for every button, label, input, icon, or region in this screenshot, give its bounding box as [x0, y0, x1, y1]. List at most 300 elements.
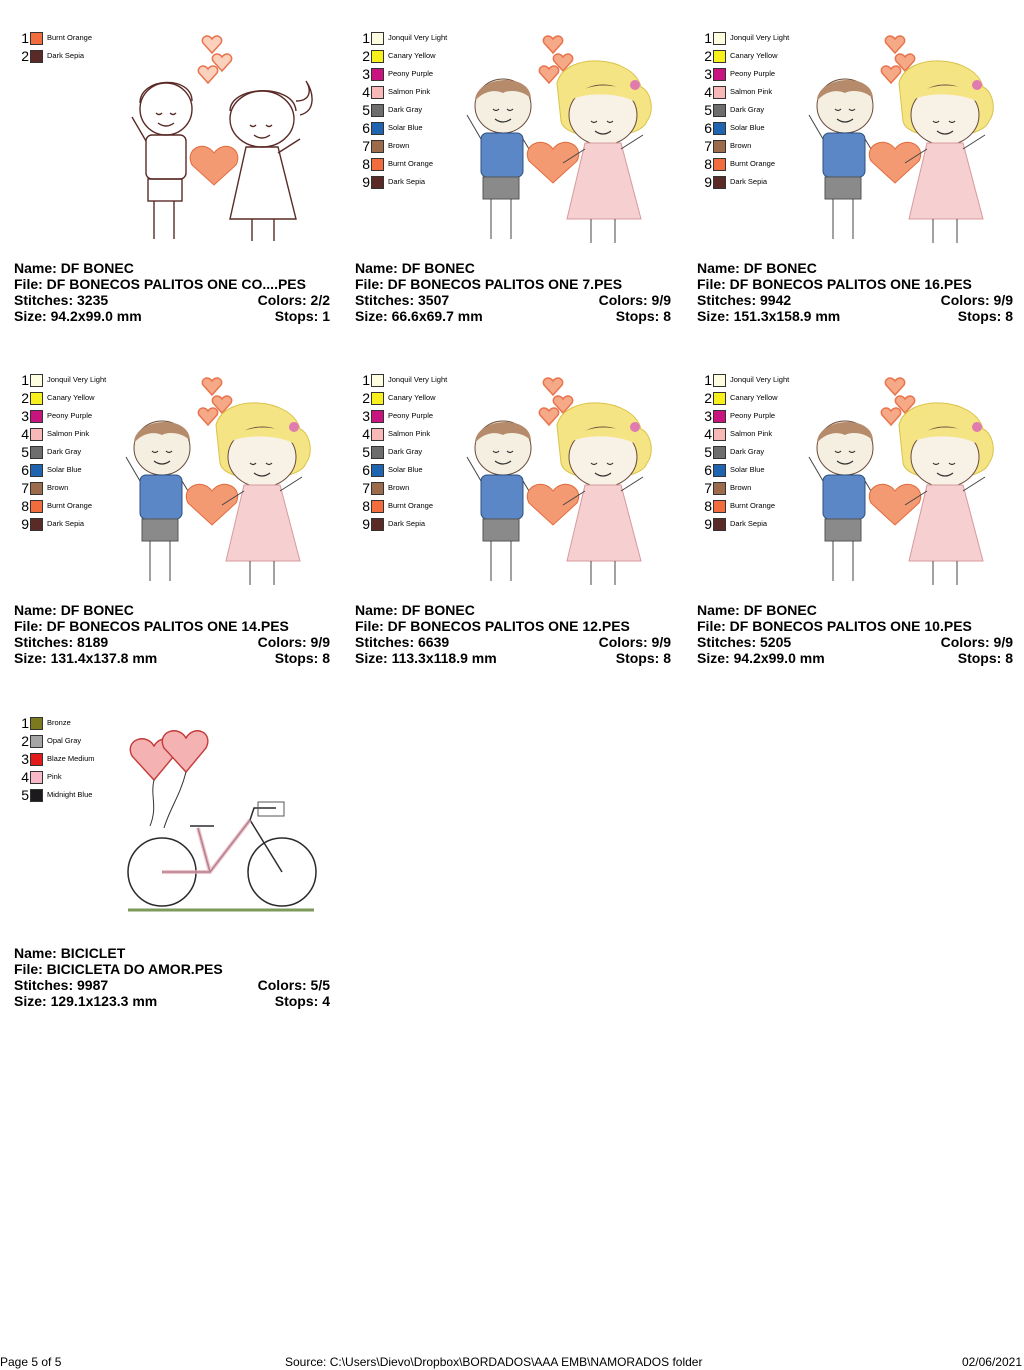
thread-name: Canary Yellow [730, 51, 778, 60]
color-count-label: Colors: [257, 634, 307, 650]
thread-name: Solar Blue [388, 465, 423, 474]
palette-row [360, 479, 447, 497]
design-card [14, 371, 330, 691]
palette-number: 7 [704, 138, 712, 154]
palette-number: 2 [362, 48, 370, 64]
thread-name: Solar Blue [730, 123, 765, 132]
thread-name: Peony Purple [730, 69, 776, 78]
palette-row [702, 83, 789, 101]
stitch-count [355, 634, 449, 650]
palette-row [19, 425, 106, 443]
color-swatch [713, 50, 726, 63]
design-size [14, 993, 157, 1009]
color-count [258, 634, 330, 650]
design-info [355, 602, 671, 666]
palette-row [360, 461, 447, 479]
color-swatch [30, 428, 43, 441]
color-swatch [713, 32, 726, 45]
color-swatch [371, 464, 384, 477]
stitch-count [14, 977, 108, 993]
source-path: Source: C:\Users\Dievo\Dropbox\BORDADOS\AAA EMB\NAMORADOS folder [285, 1355, 703, 1369]
color-swatch [30, 518, 43, 531]
info-row [14, 618, 330, 634]
design-size-value: 94.2x99.0 mm [50, 308, 142, 324]
palette-number: 2 [362, 390, 370, 406]
file-name-label: File: [697, 618, 726, 634]
file-name [697, 276, 972, 292]
stitch-count-label: Stitches: [355, 292, 415, 308]
palette-row [19, 29, 92, 47]
palette-number: 5 [704, 102, 712, 118]
palette-number: 8 [362, 498, 370, 514]
file-name-label: File: [697, 276, 726, 292]
color-swatch [371, 86, 384, 99]
thread-name: Dark Sepia [47, 51, 85, 60]
thread-name: Dark Sepia [730, 177, 768, 186]
design-card [14, 714, 330, 1034]
file-name-value: DF BONECOS PALITOS ONE 16.PES [729, 276, 972, 292]
design-name [355, 260, 475, 276]
design-thumbnail [455, 373, 670, 591]
stitch-count [697, 634, 791, 650]
color-swatch [30, 410, 43, 423]
thread-name: Jonquil Very Light [730, 33, 790, 42]
thread-name: Brown [388, 483, 410, 492]
palette-row [360, 389, 447, 407]
palette-row [19, 714, 95, 732]
stitch-count-value: 9942 [760, 292, 792, 308]
palette-number: 1 [362, 372, 370, 388]
info-row [14, 993, 330, 1009]
info-row [355, 618, 671, 634]
color-swatch [30, 789, 43, 802]
palette-number: 8 [704, 498, 712, 514]
info-row [355, 308, 671, 324]
color-count [941, 292, 1013, 308]
palette-number: 6 [704, 462, 712, 478]
thread-name: Solar Blue [388, 123, 423, 132]
info-row [355, 650, 671, 666]
palette-number: 9 [21, 516, 29, 532]
info-row [355, 602, 671, 618]
stitch-count [14, 634, 108, 650]
design-size-label: Size: [355, 308, 388, 324]
palette-row [360, 137, 447, 155]
design-size-value: 131.4x137.8 mm [50, 650, 158, 666]
design-card [355, 29, 671, 349]
color-swatch [713, 446, 726, 459]
design-size [355, 308, 483, 324]
design-thumbnail [797, 31, 1012, 249]
color-swatch [713, 500, 726, 513]
palette-row [702, 65, 789, 83]
stitch-count-label: Stitches: [355, 634, 415, 650]
palette-row [702, 425, 789, 443]
color-swatch [371, 158, 384, 171]
info-row [697, 292, 1013, 308]
design-size-value: 66.6x69.7 mm [391, 308, 483, 324]
palette-row [19, 47, 92, 65]
color-swatch [371, 392, 384, 405]
design-name-label: Name: [355, 260, 398, 276]
color-count-value: 5/5 [310, 977, 330, 993]
palette-number: 1 [21, 715, 29, 731]
palette-number: 5 [21, 444, 29, 460]
palette-row [360, 83, 447, 101]
thread-palette [702, 371, 789, 533]
heart-icon [186, 484, 237, 525]
design-size-value: 129.1x123.3 mm [50, 993, 158, 1009]
thread-name: Dark Sepia [730, 519, 768, 528]
info-row [14, 292, 330, 308]
stitch-count [14, 292, 108, 308]
stitch-count-value: 6639 [418, 634, 450, 650]
thread-palette [702, 29, 789, 191]
info-row [355, 634, 671, 650]
thread-name: Solar Blue [730, 465, 765, 474]
color-swatch [371, 50, 384, 63]
color-swatch [30, 717, 43, 730]
thread-name: Burnt Orange [730, 501, 776, 510]
file-name-label: File: [14, 276, 43, 292]
stop-count [616, 308, 671, 324]
palette-row [19, 786, 95, 804]
palette-number: 3 [21, 408, 29, 424]
palette-row [360, 29, 447, 47]
design-info [14, 260, 330, 324]
color-swatch [713, 68, 726, 81]
palette-number: 2 [704, 390, 712, 406]
thread-name: Burnt Orange [388, 501, 434, 510]
info-row [14, 602, 330, 618]
color-swatch [713, 464, 726, 477]
thread-name: Burnt Orange [730, 159, 776, 168]
file-name-value: DF BONECOS PALITOS ONE 12.PES [387, 618, 630, 634]
design-thumbnail [797, 373, 1012, 591]
thread-name: Dark Gray [47, 447, 82, 456]
thread-name: Dark Sepia [388, 519, 426, 528]
thread-name: Brown [388, 141, 410, 150]
thread-name: Jonquil Very Light [388, 375, 448, 384]
palette-number: 5 [21, 787, 29, 803]
stitch-count-value: 9987 [77, 977, 109, 993]
palette-number: 2 [21, 48, 29, 64]
palette-number: 4 [704, 426, 712, 442]
palette-number: 8 [21, 498, 29, 514]
file-name [355, 276, 622, 292]
stitch-count-label: Stitches: [14, 977, 74, 993]
palette-number: 7 [362, 480, 370, 496]
palette-row [702, 173, 789, 191]
palette-row [360, 47, 447, 65]
palette-number: 3 [362, 408, 370, 424]
palette-number: 1 [704, 30, 712, 46]
color-swatch [371, 518, 384, 531]
palette-number: 8 [704, 156, 712, 172]
file-name-value: DF BONECOS PALITOS ONE 10.PES [729, 618, 972, 634]
file-name-label: File: [355, 276, 384, 292]
thread-name: Dark Gray [730, 105, 765, 114]
thread-name: Peony Purple [388, 69, 434, 78]
stop-count-value: 1 [322, 308, 330, 324]
color-count-label: Colors: [598, 292, 648, 308]
color-swatch [713, 86, 726, 99]
color-count-label: Colors: [598, 634, 648, 650]
stop-count-value: 8 [322, 650, 330, 666]
info-row [697, 260, 1013, 276]
design-card [697, 371, 1013, 691]
design-size [355, 650, 497, 666]
palette-row [360, 173, 447, 191]
color-count [258, 977, 330, 993]
page-footer [0, 1355, 1024, 1370]
palette-row [19, 461, 106, 479]
color-swatch [371, 32, 384, 45]
palette-row [360, 497, 447, 515]
thread-name: Opal Gray [47, 736, 82, 745]
stitch-count-label: Stitches: [697, 292, 757, 308]
palette-number: 6 [362, 462, 370, 478]
palette-row [360, 407, 447, 425]
stop-count-value: 8 [1005, 308, 1013, 324]
design-name-value: DF BONEC [60, 260, 134, 276]
palette-row [19, 443, 106, 461]
palette-row [702, 101, 789, 119]
thread-palette [19, 714, 95, 804]
heart-icon [869, 484, 920, 525]
design-name [697, 602, 817, 618]
file-name-value: BICICLETA DO AMOR.PES [46, 961, 223, 977]
color-swatch [371, 500, 384, 513]
palette-number: 7 [362, 138, 370, 154]
palette-number: 6 [21, 462, 29, 478]
info-row [697, 650, 1013, 666]
color-swatch [30, 753, 43, 766]
thread-name: Dark Gray [388, 105, 423, 114]
stitch-count-label: Stitches: [697, 634, 757, 650]
thread-name: Burnt Orange [388, 159, 434, 168]
thread-name: Jonquil Very Light [730, 375, 790, 384]
info-row [697, 618, 1013, 634]
design-card [14, 29, 330, 349]
design-name-value: DF BONEC [743, 602, 817, 618]
info-row [355, 292, 671, 308]
color-swatch [713, 158, 726, 171]
thread-name: Salmon Pink [730, 429, 773, 438]
palette-number: 9 [362, 174, 370, 190]
thread-name: Dark Gray [388, 447, 423, 456]
palette-number: 4 [21, 769, 29, 785]
design-name-label: Name: [697, 260, 740, 276]
info-row [14, 961, 330, 977]
design-name-label: Name: [697, 602, 740, 618]
info-row [355, 260, 671, 276]
thread-palette [360, 371, 447, 533]
thread-name: Blaze Medium [47, 754, 95, 763]
info-row [14, 308, 330, 324]
stop-count-value: 4 [322, 993, 330, 1009]
thread-palette [19, 371, 106, 533]
palette-row [702, 155, 789, 173]
palette-row [360, 155, 447, 173]
thread-name: Pink [47, 772, 62, 781]
design-info [14, 602, 330, 666]
color-swatch [713, 104, 726, 117]
palette-row [19, 371, 106, 389]
color-swatch [371, 446, 384, 459]
design-name-value: DF BONEC [401, 260, 475, 276]
color-swatch [371, 482, 384, 495]
design-size [14, 308, 142, 324]
stop-count-value: 8 [1005, 650, 1013, 666]
color-swatch [713, 122, 726, 135]
stitch-count-value: 3235 [77, 292, 109, 308]
design-size-value: 94.2x99.0 mm [733, 650, 825, 666]
color-swatch [713, 410, 726, 423]
color-count-value: 9/9 [310, 634, 330, 650]
palette-row [702, 443, 789, 461]
palette-row [19, 497, 106, 515]
thread-name: Brown [47, 483, 69, 492]
design-info [697, 602, 1013, 666]
stitch-count-label: Stitches: [14, 292, 74, 308]
design-thumbnail [114, 716, 329, 934]
color-count [599, 634, 671, 650]
design-info [355, 260, 671, 324]
info-row [355, 276, 671, 292]
palette-row [702, 407, 789, 425]
color-swatch [371, 428, 384, 441]
thread-name: Brown [730, 141, 752, 150]
stitch-count [697, 292, 791, 308]
palette-number: 3 [362, 66, 370, 82]
palette-number: 2 [21, 390, 29, 406]
color-count-value: 9/9 [651, 292, 671, 308]
info-row [697, 602, 1013, 618]
heart-icon [190, 146, 238, 185]
color-swatch [30, 735, 43, 748]
design-name-value: DF BONEC [401, 602, 475, 618]
palette-row [360, 119, 447, 137]
color-swatch [713, 518, 726, 531]
thread-name: Canary Yellow [388, 51, 436, 60]
design-size-label: Size: [355, 650, 388, 666]
heart-icon [527, 142, 578, 183]
palette-number: 6 [362, 120, 370, 136]
design-info [697, 260, 1013, 324]
palette-row [360, 65, 447, 83]
design-size-value: 113.3x118.9 mm [391, 650, 497, 666]
thread-name: Burnt Orange [47, 501, 93, 510]
heart-icon [527, 484, 578, 525]
stop-count-label: Stops: [615, 308, 660, 324]
thread-name: Jonquil Very Light [47, 375, 107, 384]
palette-number: 7 [21, 480, 29, 496]
color-swatch [30, 482, 43, 495]
palette-number: 1 [362, 30, 370, 46]
design-info [14, 945, 330, 1009]
palette-number: 4 [21, 426, 29, 442]
color-swatch [713, 176, 726, 189]
design-name [355, 602, 475, 618]
design-size-label: Size: [14, 993, 47, 1009]
file-name-value: DF BONECOS PALITOS ONE 14.PES [46, 618, 289, 634]
palette-row [702, 479, 789, 497]
palette-number: 4 [704, 84, 712, 100]
design-size [697, 308, 840, 324]
stop-count [275, 650, 330, 666]
color-swatch [713, 374, 726, 387]
palette-row [360, 425, 447, 443]
file-name [14, 961, 223, 977]
thread-name: Solar Blue [47, 465, 82, 474]
boy-figure [132, 82, 192, 239]
palette-row [702, 137, 789, 155]
stop-count-label: Stops: [957, 308, 1002, 324]
palette-row [19, 515, 106, 533]
file-name-label: File: [14, 618, 43, 634]
palette-row [702, 515, 789, 533]
design-thumbnail [114, 373, 329, 591]
design-size-label: Size: [14, 308, 47, 324]
hearts-icon [198, 36, 231, 83]
design-size-label: Size: [697, 308, 730, 324]
design-name-label: Name: [14, 945, 57, 961]
file-name [697, 618, 972, 634]
palette-number: 9 [362, 516, 370, 532]
palette-row [19, 732, 95, 750]
color-swatch [713, 428, 726, 441]
color-swatch [713, 140, 726, 153]
thread-name: Peony Purple [388, 411, 434, 420]
thread-name: Dark Gray [730, 447, 765, 456]
color-swatch [371, 122, 384, 135]
color-swatch [30, 446, 43, 459]
palette-number: 2 [704, 48, 712, 64]
design-thumbnail [114, 31, 329, 249]
stop-count-label: Stops: [274, 650, 319, 666]
palette-number: 3 [704, 66, 712, 82]
palette-row [702, 497, 789, 515]
palette-number: 5 [362, 102, 370, 118]
stitch-count-value: 3507 [418, 292, 450, 308]
color-count-value: 2/2 [310, 292, 330, 308]
color-count-label: Colors: [257, 292, 307, 308]
palette-row [702, 461, 789, 479]
info-row [14, 650, 330, 666]
stop-count [616, 650, 671, 666]
palette-number: 9 [704, 516, 712, 532]
stitch-count-value: 8189 [77, 634, 109, 650]
stop-count [275, 993, 330, 1009]
thread-palette [360, 29, 447, 191]
info-row [14, 276, 330, 292]
color-swatch [371, 410, 384, 423]
design-name [14, 945, 125, 961]
palette-row [702, 371, 789, 389]
palette-row [702, 29, 789, 47]
girl-figure [230, 81, 312, 241]
palette-number: 4 [362, 426, 370, 442]
color-swatch [30, 32, 43, 45]
color-swatch [371, 140, 384, 153]
thread-name: Brown [730, 483, 752, 492]
palette-row [702, 389, 789, 407]
file-name-label: File: [355, 618, 384, 634]
palette-number: 5 [362, 444, 370, 460]
palette-row [702, 47, 789, 65]
palette-row [360, 443, 447, 461]
